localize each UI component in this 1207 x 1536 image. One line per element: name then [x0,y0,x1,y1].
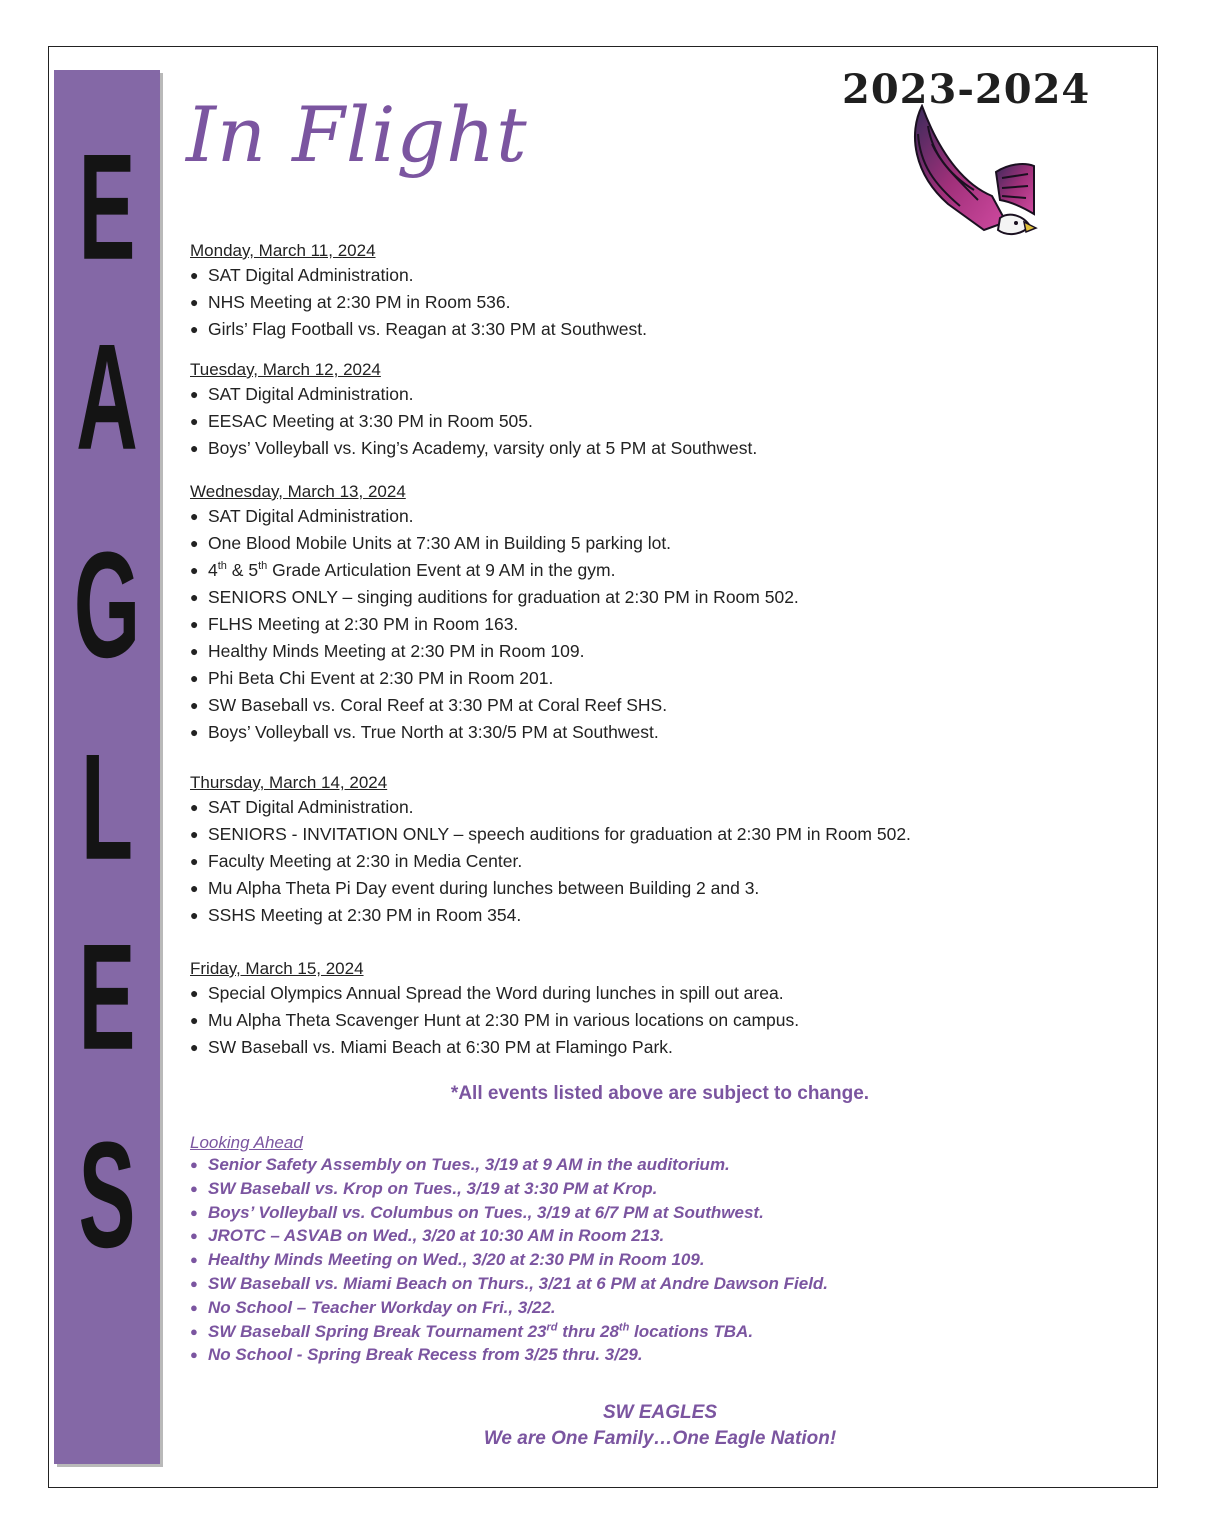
list-item: ● JROTC – ASVAB on Wed., 3/20 at 10:30 AM in Room 213. [190,1226,665,1246]
list-item: ● Phi Beta Chi Event at 2:30 PM in Room 201. [190,668,554,688]
list-item: ● 4th & 5th Grade Articulation Event at 9 AM in the gym. [190,560,616,580]
list-item: ● SW Baseball Spring Break Tournament 23rd thru 28th locations TBA. [190,1320,754,1341]
event-list [190,980,799,1061]
day-heading: Friday, March 15, 2024 [190,959,364,978]
list-item: ● Senior Safety Assembly on Tues., 3/19 at 9 AM in the auditorium. [190,1155,730,1174]
side-letter: L [80,723,134,893]
newsletter-title: In Flight [186,90,528,179]
event-list [190,262,647,343]
closing-message [190,1400,1130,1452]
school-year: 2023-2024 [842,66,1091,113]
disclaimer-notice: *All events listed above are subject to change. [450,1083,870,1104]
list-item: ● Mu Alpha Theta Pi Day event during lunches between Building 2 and 3. [190,878,760,898]
list-item: ● Special Olympics Annual Spread the Word during lunches in spill out area. [190,983,784,1003]
list-item: ● Healthy Minds Meeting on Wed., 3/20 at 2:30 PM in Room 109. [190,1250,705,1270]
side-letter: E [78,913,136,1083]
looking-ahead-heading: Looking Ahead [190,1133,303,1152]
looking-ahead-list [190,1153,1130,1367]
day-block [190,958,799,1061]
list-item: ● One Blood Mobile Units at 7:30 AM in Building 5 parking lot. [190,533,672,553]
list-item: ● Boys’ Volleyball vs. True North at 3:30/5 PM at Southwest. [190,722,659,742]
side-letter: S [78,1111,136,1281]
list-item: ● SW Baseball vs. Krop on Tues., 3/19 at 3:30 PM at Krop. [190,1178,658,1198]
looking-ahead-section [190,1133,1130,1367]
closing-line-2: We are One Family…One Eagle Nation! [483,1428,837,1449]
list-item: ● Girls’ Flag Football vs. Reagan at 3:30 PM at Southwest. [190,319,648,339]
list-item: ● Healthy Minds Meeting at 2:30 PM in Room 109. [190,641,585,661]
day-heading: Thursday, March 14, 2024 [190,773,388,792]
list-item: ● EESAC Meeting at 3:30 PM in Room 505. [190,411,533,431]
list-item: ● SW Baseball vs. Miami Beach on Thurs., 3/21 at 6 PM at Andre Dawson Field. [190,1273,829,1293]
list-item: ● Boys’ Volleyball vs. King’s Academy, varsity only at 5 PM at Southwest. [190,438,758,458]
list-item: ● Boys’ Volleyball vs. Columbus on Tues., 3/19 at 6/7 PM at Southwest. [190,1202,764,1222]
closing-line-1: SW EAGLES [602,1402,717,1423]
eagles-side-banner [54,70,160,1464]
event-list [190,381,757,462]
side-letter: A [76,313,138,483]
list-item: ● SSHS Meeting at 2:30 PM in Room 354. [190,905,522,925]
list-item: ● SENIORS - INVITATION ONLY – speech auditions for graduation at 2:30 PM in Room 502. [190,824,911,844]
list-item: ● NHS Meeting at 2:30 PM in Room 536. [190,292,511,312]
list-item: ● SW Baseball vs. Coral Reef at 3:30 PM at Coral Reef SHS. [190,695,668,715]
list-item: ● Faculty Meeting at 2:30 in Media Center. [190,851,523,871]
list-item: ● SAT Digital Administration. [190,384,414,404]
day-heading: Wednesday, March 13, 2024 [190,482,406,501]
list-item: ● No School – Teacher Workday on Fri., 3/22. [190,1297,556,1317]
eagle-icon [888,104,1038,244]
list-item: ● SAT Digital Administration. [190,797,414,817]
event-list [190,503,799,746]
list-item: ● SAT Digital Administration. [190,506,414,526]
side-letter: E [78,123,136,293]
list-item: ● Mu Alpha Theta Scavenger Hunt at 2:30 PM in various locations on campus. [190,1010,800,1030]
list-item: ● FLHS Meeting at 2:30 PM in Room 163. [190,614,519,634]
list-item: ● No School - Spring Break Recess from 3/25 thru. 3/29. [190,1345,643,1365]
day-heading: Monday, March 11, 2024 [190,241,376,260]
event-list [190,794,911,929]
day-block [190,772,911,929]
list-item: ● SAT Digital Administration. [190,265,414,285]
day-block [190,359,757,462]
list-item: ● SW Baseball vs. Miami Beach at 6:30 PM at Flamingo Park. [190,1037,673,1057]
side-letter: G [73,521,141,691]
day-block [190,481,799,746]
day-heading: Tuesday, March 12, 2024 [190,360,381,379]
list-item: ● SENIORS ONLY – singing auditions for graduation at 2:30 PM in Room 502. [190,587,799,607]
day-block [190,240,647,343]
